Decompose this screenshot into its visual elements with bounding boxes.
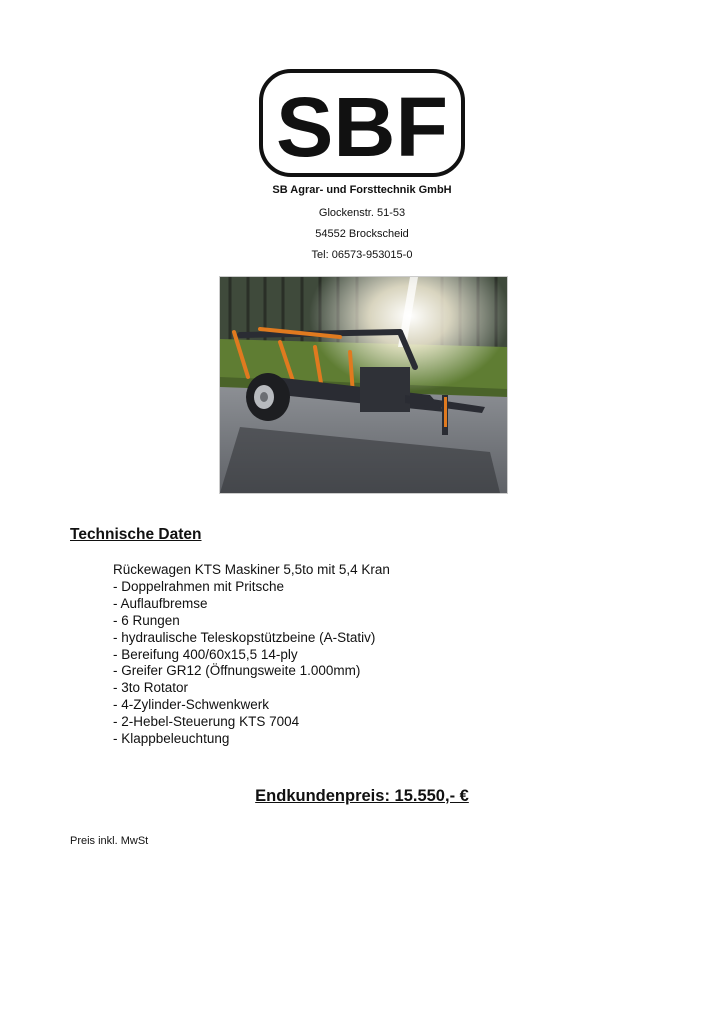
spec-item: Rückewagen KTS Maskiner 5,5to mit 5,4 Kran [113, 562, 390, 577]
spec-item: - hydraulische Teleskopstützbeine (A-Stativ) [113, 629, 376, 645]
company-city: 54552 Brockscheid [315, 228, 409, 240]
spec-item: - Auflaufbremse [113, 595, 208, 611]
spec-list [113, 562, 390, 748]
spec-item: - Greifer GR12 (Öffnungsweite 1.000mm) [113, 663, 361, 679]
spec-item: - 2-Hebel-Steuerung KTS 7004 [113, 714, 300, 730]
spec-item: - 3to Rotator [113, 680, 189, 696]
spec-item: - Klappbeleuchtung [113, 731, 230, 747]
sbf-logo [258, 68, 466, 178]
spec-item: - 6 Rungen [113, 612, 180, 628]
company-name: SB Agrar- und Forsttechnik GmbH [272, 184, 452, 196]
forestry-trailer-photo-icon [220, 277, 507, 493]
end-customer-price: Endkundenpreis: 15.550,- € [255, 787, 469, 805]
spec-item: - Bereifung 400/60x15,5 14-ply [113, 646, 298, 662]
logo-text: SBF [276, 80, 448, 174]
company-street: Glockenstr. 51-53 [318, 207, 406, 219]
vat-note: Preis inkl. MwSt [70, 835, 149, 847]
spec-item: - 4-Zylinder-Schwenkwerk [113, 697, 270, 713]
spec-item: - Doppelrahmen mit Pritsche [113, 578, 285, 594]
technical-data-heading: Technische Daten [70, 526, 202, 543]
product-photo [219, 276, 508, 494]
company-phone: Tel: 06573-953015-0 [311, 249, 413, 261]
